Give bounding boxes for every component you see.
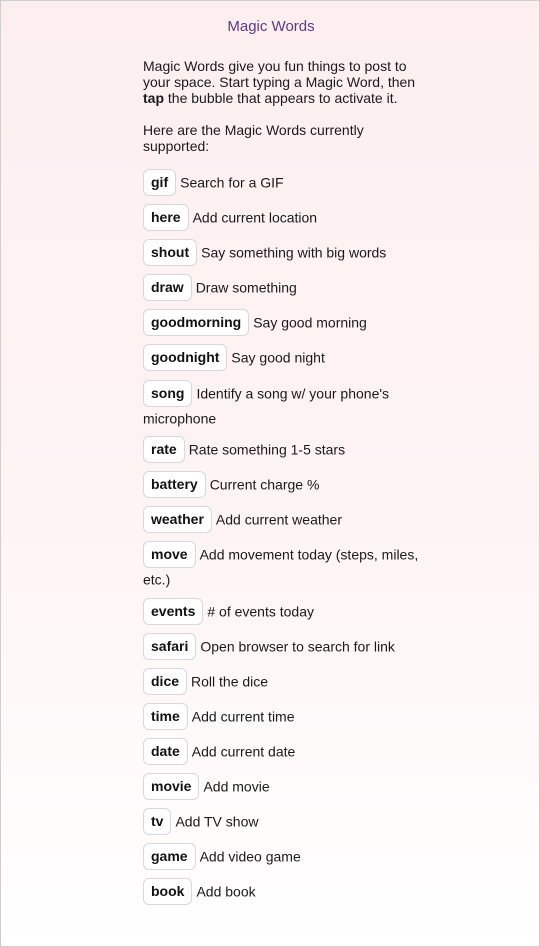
magic-word-description: Identify a song w/ your phone's microphone (143, 385, 390, 426)
magic-word-chip[interactable]: here (143, 204, 189, 231)
magic-word-chip[interactable]: time (143, 703, 188, 730)
magic-word-item (143, 506, 423, 533)
magic-word-chip[interactable]: song (143, 380, 192, 407)
magic-word-description: Roll the dice (191, 673, 269, 690)
magic-word-description: Add current location (192, 209, 318, 226)
magic-word-chip[interactable]: events (143, 598, 203, 625)
magic-word-chip[interactable]: gif (143, 169, 176, 196)
magic-word-description: Search for a GIF (180, 174, 284, 191)
magic-word-chip[interactable]: goodmorning (143, 309, 249, 336)
magic-word-description: Current charge % (209, 476, 320, 493)
magic-word-description: # of events today (207, 603, 314, 620)
magic-word-chip[interactable]: dice (143, 668, 187, 695)
magic-word-item (143, 878, 423, 905)
magic-word-description: Add TV show (175, 813, 259, 830)
magic-word-item (143, 668, 423, 695)
magic-word-item (143, 471, 423, 498)
magic-word-chip[interactable]: tv (143, 808, 171, 835)
magic-word-description: Add video game (199, 848, 301, 865)
magic-word-item (143, 843, 423, 870)
magic-word-chip[interactable]: weather (143, 506, 212, 533)
magic-word-chip[interactable]: battery (143, 471, 206, 498)
magic-word-item (143, 204, 423, 231)
magic-word-chip[interactable]: goodnight (143, 344, 227, 371)
magic-word-item (143, 773, 423, 800)
magic-word-item (143, 541, 423, 589)
magic-word-item (143, 344, 423, 371)
magic-word-chip[interactable]: shout (143, 239, 197, 266)
intro-bold-tap: tap (143, 90, 164, 106)
magic-word-item (143, 703, 423, 730)
magic-word-description: Add movie (203, 778, 270, 795)
magic-word-description: Add current date (191, 743, 296, 760)
magic-word-chip[interactable]: book (143, 878, 192, 905)
main-content (143, 58, 423, 913)
magic-word-description: Add book (196, 883, 256, 900)
magic-word-item (143, 633, 423, 660)
magic-word-item (143, 309, 423, 336)
magic-word-description: Say something with big words (201, 244, 387, 261)
magic-word-item (143, 598, 423, 625)
magic-word-item (143, 380, 423, 428)
magic-word-chip[interactable]: draw (143, 274, 192, 301)
magic-word-item (143, 274, 423, 301)
magic-word-description: Rate something 1-5 stars (188, 441, 346, 458)
supported-heading: Here are the Magic Words currently supported: (143, 122, 364, 154)
magic-word-item (143, 239, 423, 266)
magic-word-item (143, 738, 423, 765)
magic-word-list (143, 169, 423, 905)
magic-word-description: Say good morning (253, 314, 367, 331)
magic-word-chip[interactable]: rate (143, 436, 185, 463)
intro-paragraph (143, 58, 423, 106)
magic-word-item (143, 436, 423, 463)
magic-word-chip[interactable]: movie (143, 773, 199, 800)
intro-text-1: Magic Words give you fun things to post to your space. Start typing a Magic Word, then (143, 58, 416, 90)
magic-word-chip[interactable]: date (143, 738, 188, 765)
magic-word-item (143, 808, 423, 835)
page-title: Magic Words (227, 18, 315, 35)
magic-word-description: Say good night (231, 349, 325, 366)
intro (143, 58, 423, 154)
magic-word-item (143, 169, 423, 196)
magic-word-chip[interactable]: game (143, 843, 196, 870)
magic-word-description: Add current weather (215, 511, 342, 528)
magic-word-chip[interactable]: safari (143, 633, 196, 660)
magic-word-description: Open browser to search for link (200, 638, 395, 655)
magic-word-description: Draw something (195, 279, 297, 296)
magic-word-chip[interactable]: move (143, 541, 196, 568)
intro-text-2: the bubble that appears to activate it. (164, 90, 398, 106)
magic-word-description: Add current time (191, 708, 295, 725)
magic-word-description: Add movement today (steps, miles, etc.) (143, 546, 419, 588)
